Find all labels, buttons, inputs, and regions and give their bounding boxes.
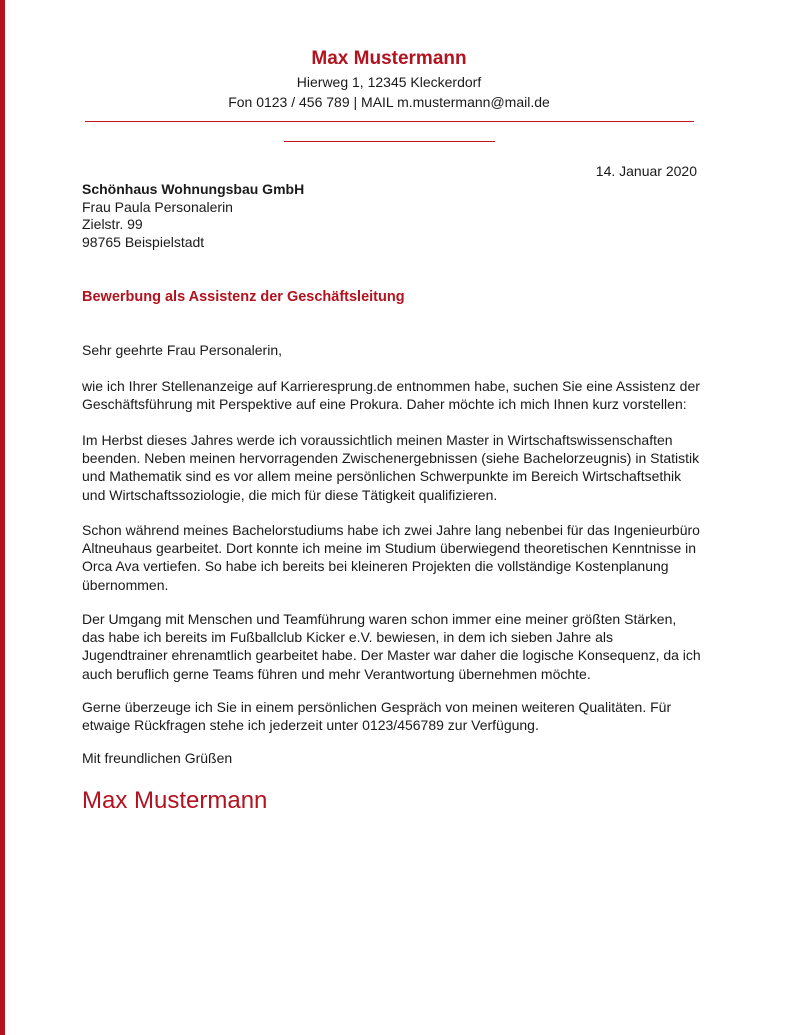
recipient-street: Zielstr. 99 <box>82 216 143 232</box>
sender-contact: Fon 0123 / 456 789 | MAIL m.mustermann@mail.de <box>228 94 550 110</box>
letter-subject: Bewerbung als Assistenz der Geschäftsleitung <box>82 289 405 305</box>
sender-address: Hierweg 1, 12345 Kleckerdorf <box>296 74 482 90</box>
signature: Max Mustermann <box>82 787 268 814</box>
recipient-city: 98765 Beispielstadt <box>82 233 205 250</box>
body-paragraph: Schon während meines Bachelorstudiums habe ich zwei Jahre lang nebenbei für das Ingenieurbüro Altneuhaus gearbeitet. Dort konnte ich meine im Studium überwiegend theoretischen Kenntnisse in Orca Ava vertiefen. So habe ich bereits bei kleineren Projekten die vollständige Kostenplanung übernommen. <box>82 522 700 593</box>
recipient-person: Frau Paula Personalerin <box>82 198 233 215</box>
body-paragraph: Im Herbst dieses Jahres werde ich voraussichtlich meinen Master in Wirtschaftswissenschaften beenden. Neben meinen hervorragenden Zwischenergebnissen (siehe Bachelorzeugnis) in Statistik und Mathematik sind es vor allem meine persönlichen Schwerpunkte im Bereich Wirtschaftsethik und Wirtschaftssoziologie, die mich für diese Tätigkeit qualifizieren. <box>82 432 700 503</box>
sender-name: Max Mustermann <box>311 48 467 69</box>
salutation: Sehr geehrte Frau Personalerin, <box>82 342 282 358</box>
body-paragraph: wie ich Ihrer Stellenanzeige auf Karrieresprung.de entnommen habe, suchen Sie eine Assistenz der Geschäftsführung mit Perspektive auf eine Prokura. Daher möchte ich mich Ihnen kurz vorstellen: <box>82 378 700 413</box>
letter-header <box>0 46 778 112</box>
header-divider-short <box>284 141 495 142</box>
recipient-block <box>82 181 304 251</box>
recipient-company: Schönhaus Wohnungsbau GmbH <box>82 181 305 197</box>
closing: Mit freundlichen Grüßen <box>82 750 233 766</box>
header-divider <box>85 121 694 122</box>
letter-date: 14. Januar 2020 <box>595 163 697 179</box>
body-paragraph: Gerne überzeuge ich Sie in einem persönlichen Gespräch von meinen weiteren Qualitäten. Für etwaige Rückfragen stehe ich jederzeit unter 0123/456789 zur Verfügung. <box>82 699 672 734</box>
left-accent-bar <box>0 0 5 1035</box>
body-paragraph: Der Umgang mit Menschen und Teamführung waren schon immer eine meiner größten Stärken, das habe ich bereits im Fußballclub Kicker e.V. bewiesen, in dem ich sieben Jahre als Jugendtrainer ehrenamtlich gearbeitet habe. Der Master war daher die logische Konsequenz, da ich auch beruflich gerne Teams führen und mehr Verantwortung übernehmen möchte. <box>82 611 701 682</box>
